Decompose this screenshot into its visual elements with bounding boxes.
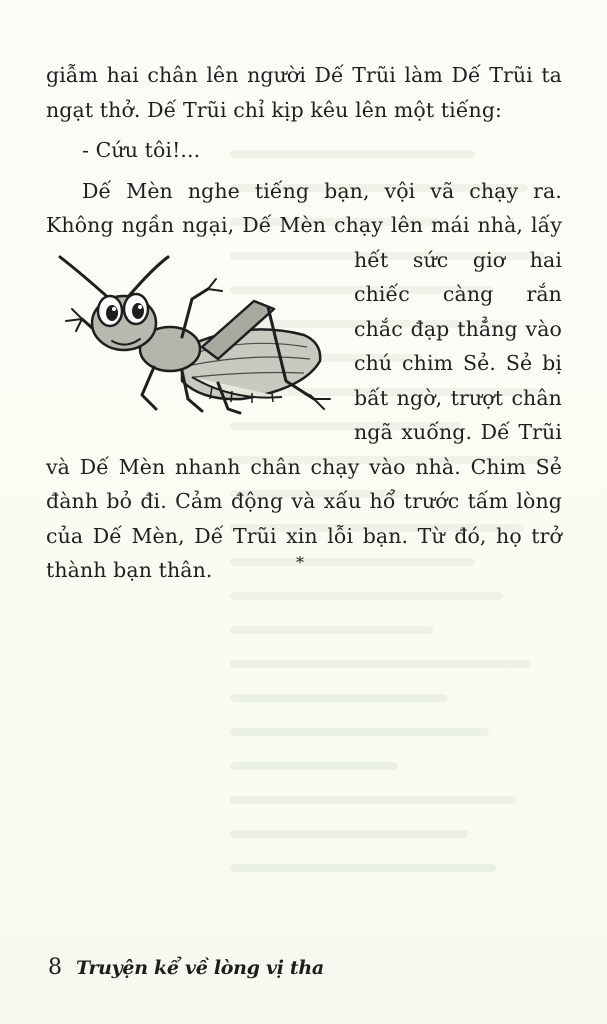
paragraph-3 [46, 174, 562, 588]
section-separator: * [296, 553, 304, 572]
cricket-illustration [42, 249, 342, 421]
running-title: Truyện kể về lòng vị tha [76, 957, 324, 979]
paragraph-1: giẫm hai chân lên người Dế Trũi làm Dế Trũi ta ngạt thở. Dế Trũi chỉ kịp kêu lên một tiếng: [46, 63, 562, 122]
paragraph-2: - Cứu tôi!... [82, 138, 201, 162]
page-footer [48, 955, 324, 980]
story-text [46, 58, 562, 588]
paragraph-3-continuation: hai chiếc càng rắn chắc đạp thẳng vào chú chim Sẻ. Sẻ bị bất ngờ, trượt chân ngã xuống. Dế Trũi và Dế Mèn nhanh chân chạy vào nhà. Chim Sẻ đành bỏ đi. Cảm động và xấu hổ trước tấm lòng của Dế Mèn, Dế Trũi xin lỗi bạn. Từ đó, họ trở thành bạn thân. [46, 247, 562, 582]
paragraph-3-lead: Dế Mèn nghe tiếng bạn, vội vã chạy ra. Không ngần ngại, Dế Mèn chạy lên mái nhà, lấy hết sức giơ [46, 178, 562, 272]
page-number: 8 [48, 955, 62, 980]
